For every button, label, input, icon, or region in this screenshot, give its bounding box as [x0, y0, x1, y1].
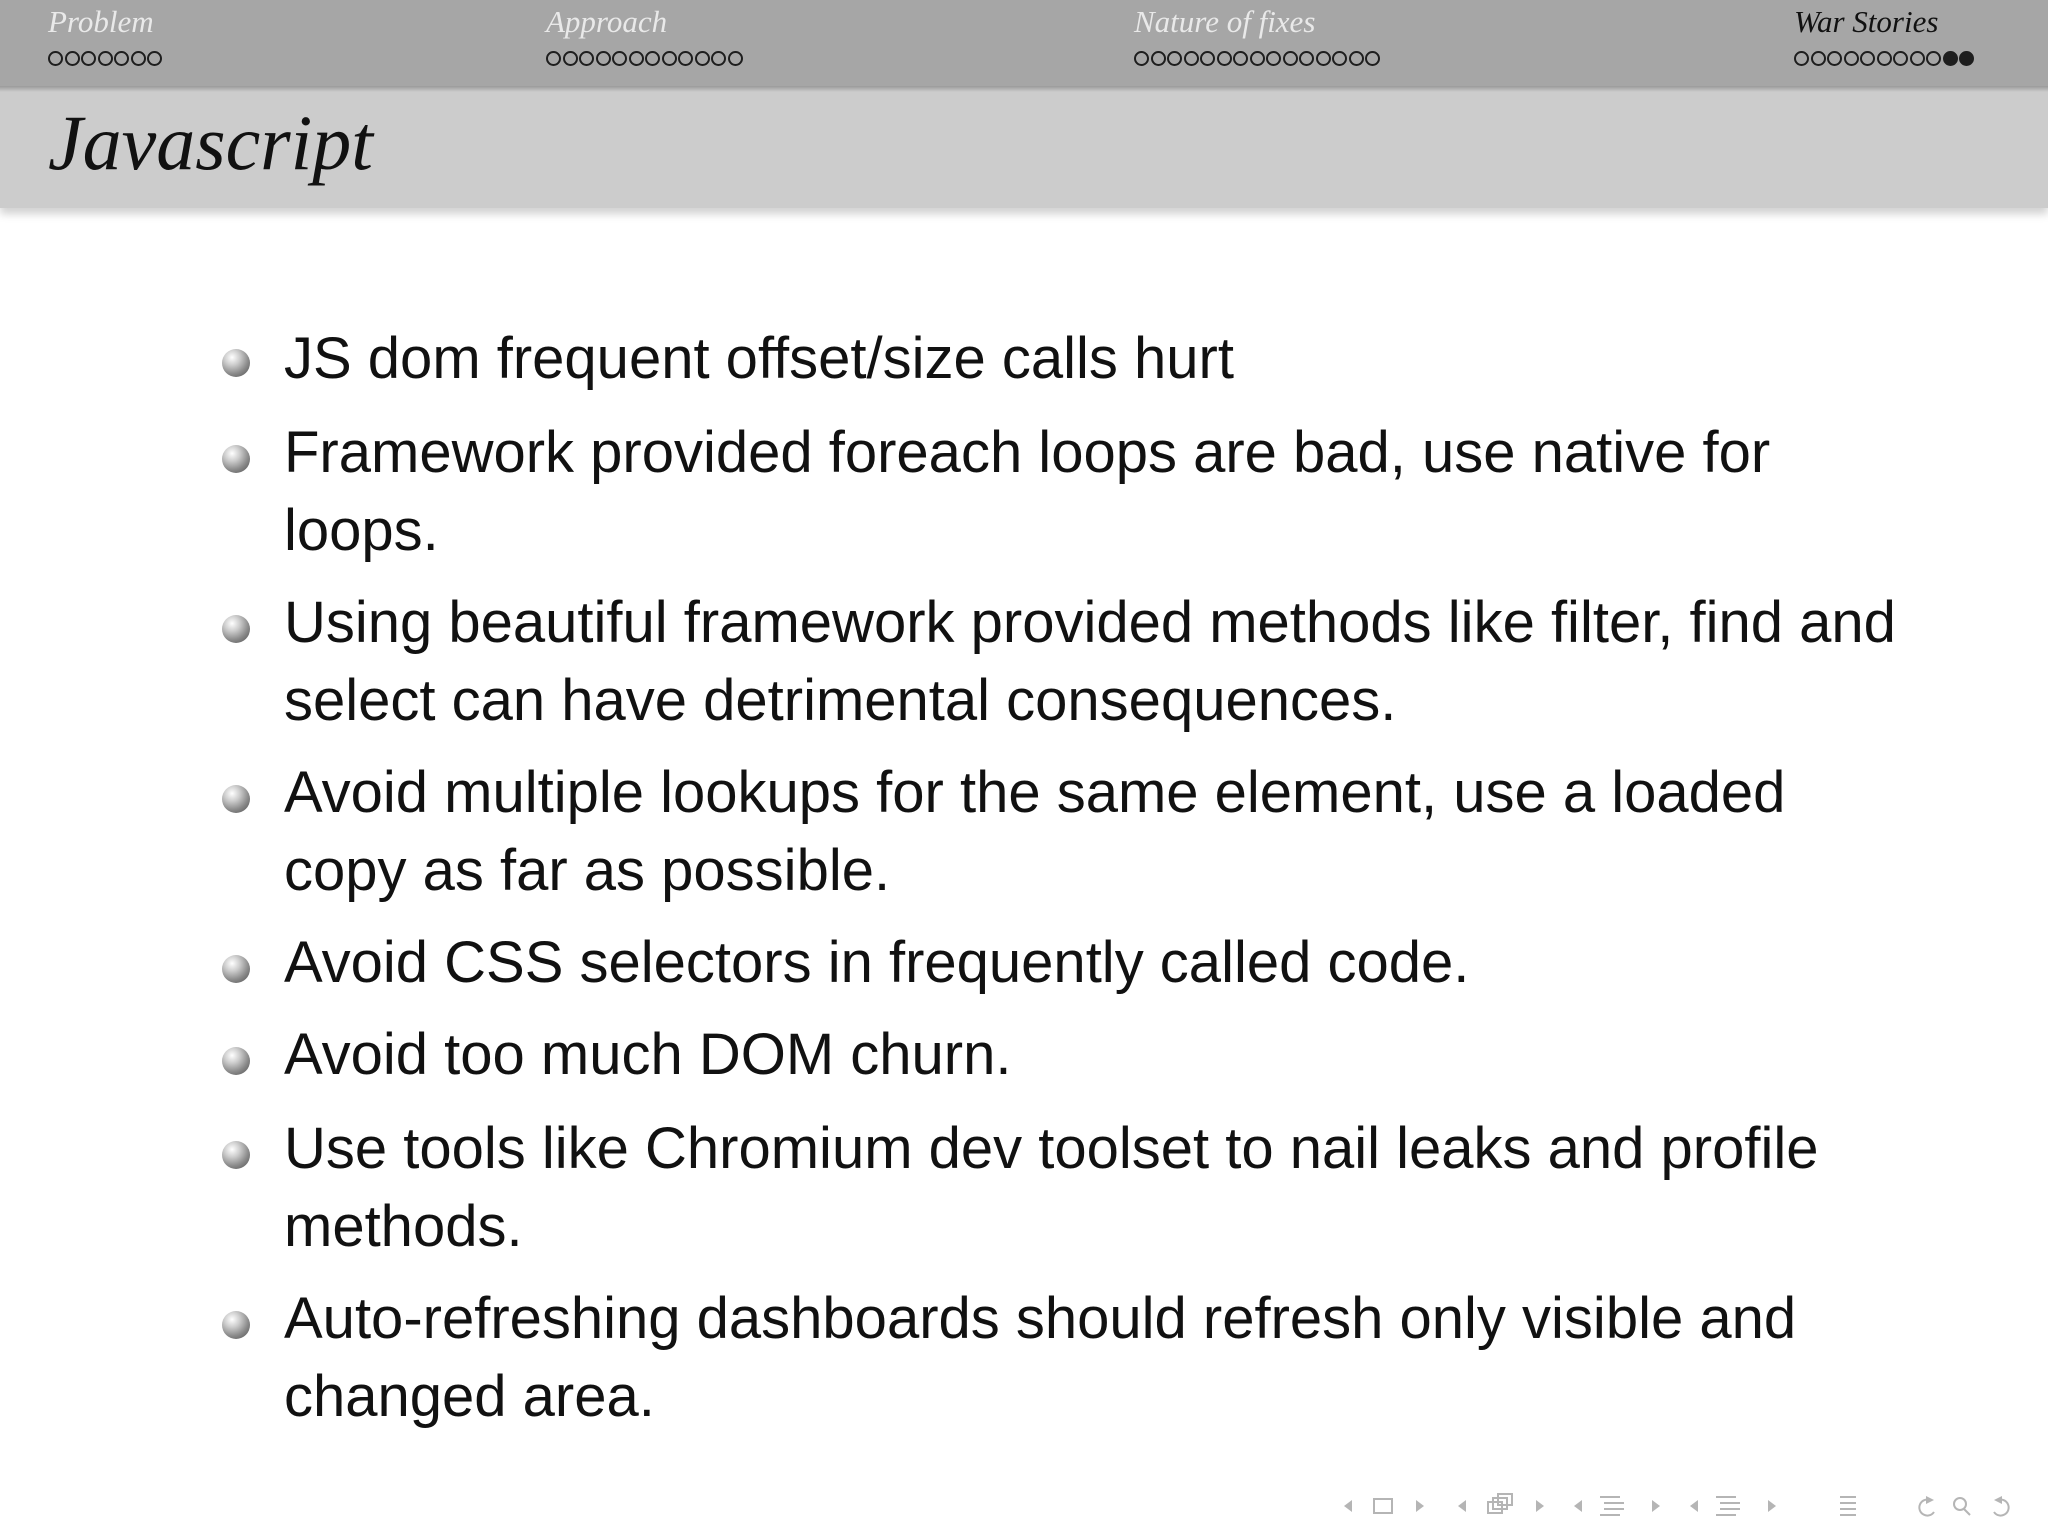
frame-dots [1794, 51, 1974, 66]
bullet-text: JS dom frequent offset/size calls hurt [284, 326, 1234, 391]
bullet-text: Avoid too much DOM churn. [284, 1022, 1012, 1087]
frame-dots [48, 51, 162, 66]
frame-dot[interactable] [662, 51, 677, 66]
bullet-ball-icon [222, 1141, 250, 1169]
frame-dot[interactable] [678, 51, 693, 66]
nav-section-label[interactable]: Problem [48, 4, 154, 39]
frame-dot[interactable] [1283, 51, 1298, 66]
frame-dot[interactable] [711, 51, 726, 66]
frame-dot[interactable] [1200, 51, 1215, 66]
subsection-icon[interactable] [1488, 1494, 1512, 1513]
frame-dots [1134, 51, 1380, 66]
bullet-ball-icon [222, 955, 250, 983]
frame-dot[interactable] [629, 51, 644, 66]
frame-dot[interactable] [1151, 51, 1166, 66]
bullet-ball-icon [222, 785, 250, 813]
frame-dot[interactable] [1217, 51, 1232, 66]
frame-dot[interactable] [48, 51, 63, 66]
bullet-ball-icon [222, 445, 250, 473]
frame-dot[interactable] [98, 51, 113, 66]
bullet-text: Using beautiful framework provided methods like filter, find and select can have detrimental consequences. [284, 590, 1896, 733]
bullet-text: Auto-refreshing dashboards should refresh only visible and changed area. [284, 1286, 1797, 1429]
bullet-text: Framework provided foreach loops are bad, use native for loops. [284, 420, 1771, 563]
frame-dot[interactable] [1877, 51, 1892, 66]
frame-dot[interactable] [1844, 51, 1859, 66]
arrow-right-icon[interactable] [1768, 1500, 1776, 1512]
frame-dot[interactable] [65, 51, 80, 66]
bullet-ball-icon [222, 615, 250, 643]
frame-dot[interactable] [1860, 51, 1875, 66]
arrow-left-icon[interactable] [1458, 1500, 1466, 1512]
arrow-left-icon[interactable] [1344, 1500, 1352, 1512]
bullet-ball-icon [222, 1311, 250, 1339]
beamer-navigation-symbols [1330, 1488, 2020, 1524]
frame-dot[interactable] [1167, 51, 1182, 66]
frame-dot[interactable] [1827, 51, 1842, 66]
frame-dot[interactable] [612, 51, 627, 66]
frame-dot[interactable] [645, 51, 660, 66]
title-band-shadow [0, 86, 2048, 92]
frame-dot[interactable] [1926, 51, 1941, 66]
frame-dot[interactable] [1893, 51, 1908, 66]
appendix-icon[interactable] [1840, 1497, 1856, 1515]
bullet-text: Avoid CSS selectors in frequently called code. [284, 930, 1470, 995]
frame-dot[interactable] [579, 51, 594, 66]
arrow-right-icon[interactable] [1652, 1500, 1660, 1512]
frame-dot[interactable] [1349, 51, 1364, 66]
arrow-right-icon[interactable] [1416, 1500, 1424, 1512]
nav-section-label[interactable]: Nature of fixes [1134, 4, 1316, 39]
frame-dot[interactable] [1959, 51, 1974, 66]
frame-dot[interactable] [147, 51, 162, 66]
subsection-list-icon[interactable] [1716, 1497, 1740, 1515]
bullet-text: Use tools like Chromium dev toolset to nail leaks and profile methods. [284, 1116, 1819, 1259]
frame-dot[interactable] [1184, 51, 1199, 66]
search-icon[interactable] [1954, 1498, 1970, 1515]
frame-dot[interactable] [596, 51, 611, 66]
frame-dot[interactable] [114, 51, 129, 66]
bullet-ball-icon [222, 1047, 250, 1075]
arrow-left-icon[interactable] [1690, 1500, 1698, 1512]
bullet-ball-icon [222, 349, 250, 377]
section-icon[interactable] [1600, 1497, 1624, 1515]
frame-dot[interactable] [1299, 51, 1314, 66]
frame-dot[interactable] [1332, 51, 1347, 66]
arrow-left-icon[interactable] [1574, 1500, 1582, 1512]
nav-section-label[interactable]: War Stories [1794, 4, 1939, 39]
frame-dot[interactable] [81, 51, 96, 66]
frame-dot[interactable] [563, 51, 578, 66]
section-navigation-bar [0, 0, 2048, 90]
bullet-text: Avoid multiple lookups for the same element, use a loaded copy as far as possible. [284, 760, 1786, 903]
frame-icon[interactable] [1374, 1499, 1392, 1513]
frame-dot[interactable] [1266, 51, 1281, 66]
frame-dot[interactable] [1794, 51, 1809, 66]
frame-dot[interactable] [1811, 51, 1826, 66]
frame-dot[interactable] [1134, 51, 1149, 66]
frame-dot[interactable] [131, 51, 146, 66]
frame-dot[interactable] [728, 51, 743, 66]
navigation-symbols-svg [1330, 1488, 2020, 1524]
frame-dot[interactable] [546, 51, 561, 66]
slide-title: Javascript [48, 99, 373, 186]
frame-dot[interactable] [1943, 51, 1958, 66]
nav-section-label[interactable]: Approach [546, 4, 668, 39]
arrow-right-icon[interactable] [1536, 1500, 1544, 1512]
frame-dot[interactable] [1316, 51, 1331, 66]
frame-dot[interactable] [1233, 51, 1248, 66]
frame-dot[interactable] [1365, 51, 1380, 66]
frame-dots [546, 51, 743, 66]
frame-dot[interactable] [695, 51, 710, 66]
frame-dot[interactable] [1910, 51, 1925, 66]
frame-dot[interactable] [1250, 51, 1265, 66]
